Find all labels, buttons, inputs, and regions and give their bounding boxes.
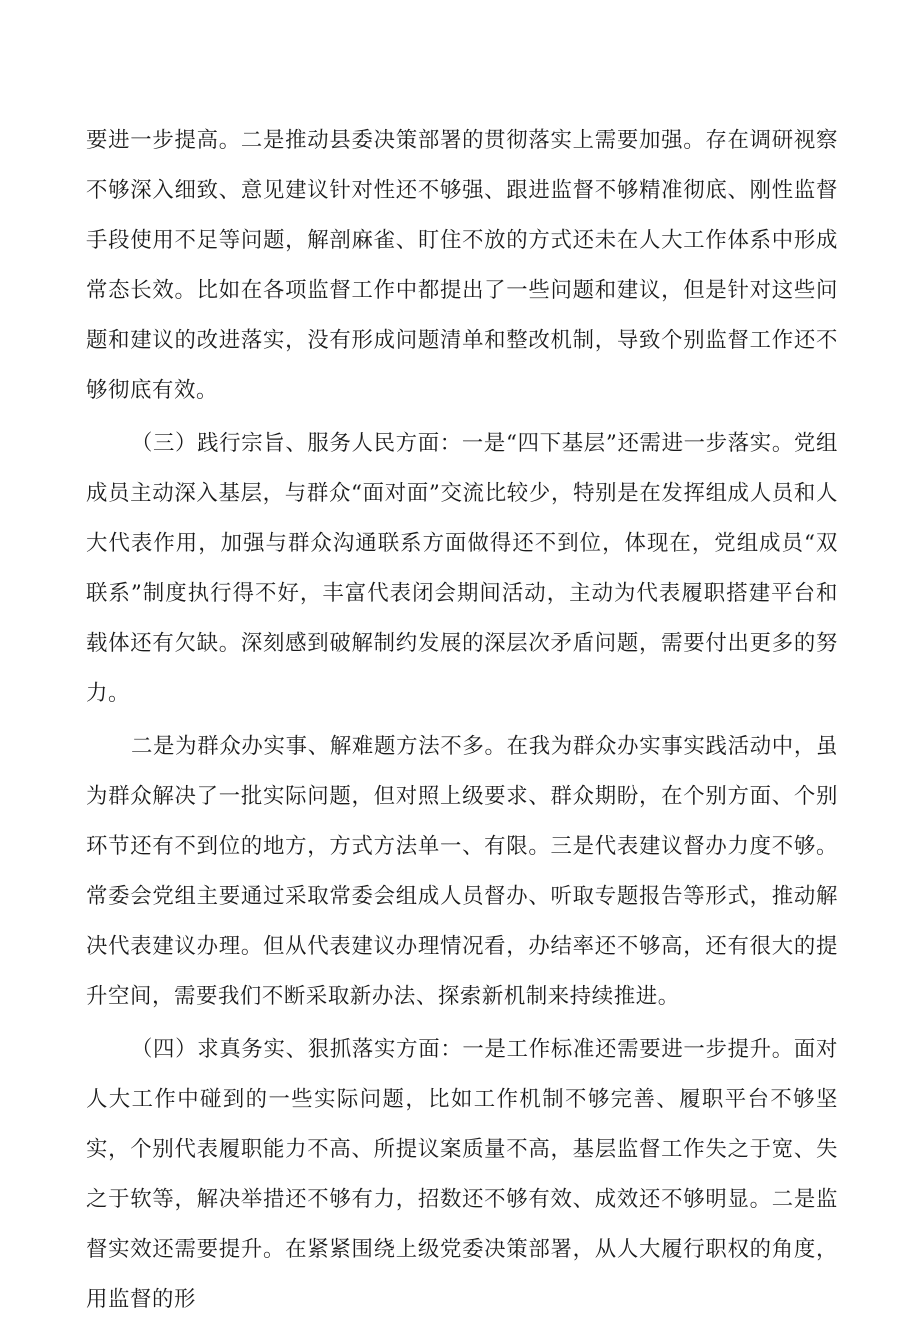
paragraph-4: （四）求真务实、狠抓落实方面：一是工作标准还需要进一步提升。面对人大工作中碰到的一些实际问题，比如工作机制不够完善、履职平台不够坚实，个别代表履职能力不高、所提议案质量不高，基层监督工作失之于宽、失之于软等，解决举措还不够有力，招数还不够有效、成效还不够明显。二是监督实效还需要提升。在紧紧围绕上级党委决策部署，从人大履行职权的角度，用监督的形 (86, 1037, 838, 1312)
paragraph-1: 要进一步提高。二是推动县委决策部署的贯彻落实上需要加强。存在调研视察不够深入细致、意见建议针对性还不够强、跟进监督不够精准彻底、刚性监督手段使用不足等问题，解剖麻雀、盯住不放的方式还未在人大工作体系中形成常态长效。比如在各项监督工作中都提出了一些问题和建议，但是针对这些问题和建议的改进落实，没有形成问题清单和整改机制，导致个别监督工作还不够彻底有效。 (86, 128, 838, 403)
document-body (86, 116, 838, 1328)
paragraph-3: 二是为群众办实事、解难题方法不多。在我为群众办实事实践活动中，虽为群众解决了一批实际问题，但对照上级要求、群众期盼，在个别方面、个别环节还有不到位的地方，方式方法单一、有限。三是代表建议督办力度不够。常委会党组主要通过采取常委会组成人员督办、听取专题报告等形式，推动解决代表建议办理。但从代表建议办理情况看，办结率还不够高，还有很大的提升空间，需要我们不断采取新办法、探索新机制来持续推进。 (86, 734, 838, 1009)
paragraph-2: （三）践行宗旨、服务人民方面：一是“四下基层”还需进一步落实。党组成员主动深入基层，与群众“面对面”交流比较少，特别是在发挥组成人员和人大代表作用，加强与群众沟通联系方面做得还不到位，体现在，党组成员“双联系”制度执行得不好，丰富代表闭会期间活动，主动为代表履职搭建平台和载体还有欠缺。深刻感到破解制约发展的深层次矛盾问题，需要付出更多的努力。 (86, 431, 838, 706)
